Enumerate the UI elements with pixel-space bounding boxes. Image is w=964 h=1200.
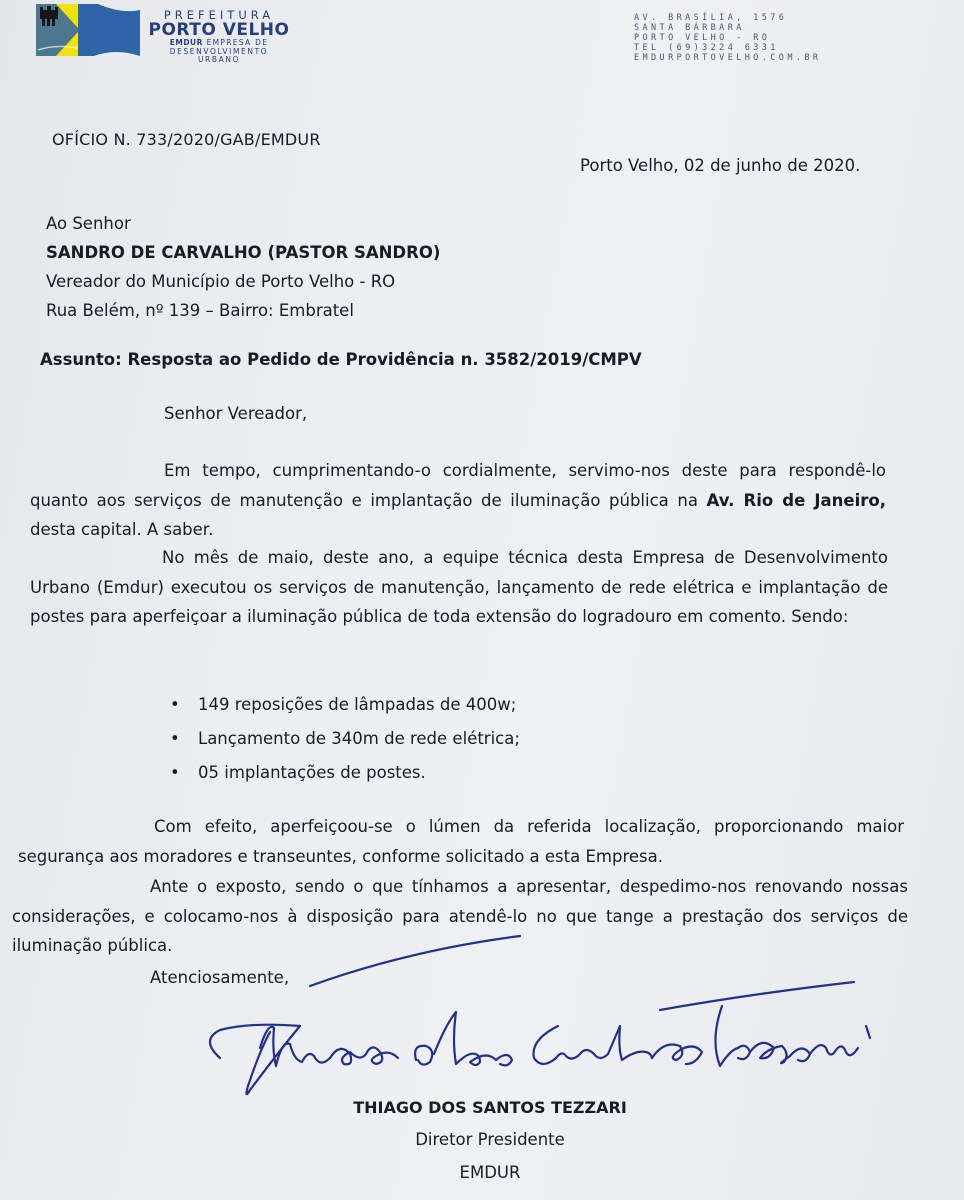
recipient-name: SANDRO DE CARVALHO (PASTOR SANDRO): [46, 243, 441, 262]
porto-velho-flag-logo: [36, 4, 140, 56]
signer-organization: EMDUR: [459, 1163, 521, 1182]
agency-line-1: EMDUR EMPRESA DE: [169, 38, 269, 47]
recipient-address: Rua Belém, nº 139 – Bairro: Embratel: [46, 301, 354, 320]
agency-short: EMDUR: [169, 38, 203, 47]
letterhead-address: [634, 13, 894, 63]
agency-line-2: DESENVOLVIMENTO: [169, 46, 269, 56]
recipient-role: Vereador do Município de Porto Velho - RO: [46, 272, 396, 291]
letter-date: Porto Velho, 02 de junho de 2020.: [580, 156, 861, 175]
salutation: Senhor Vereador,: [164, 404, 308, 423]
address-line: SANTA BÁRBARA: [634, 23, 745, 33]
agency-line-3: URBANO: [197, 55, 241, 64]
signer-name: THIAGO DOS SANTOS TEZZARI: [353, 1098, 627, 1117]
brand-prefix: PREFEITURA: [163, 8, 275, 22]
list-item: • 149 reposições de lâmpadas de 400w;: [170, 688, 520, 722]
services-list: [170, 688, 520, 790]
recipient-greeting: Ao Senhor: [46, 214, 131, 233]
closing: Atenciosamente,: [150, 968, 290, 987]
recipient-block: [46, 209, 440, 325]
list-item: • 05 implantações de postes.: [170, 756, 520, 790]
body-paragraph-2: No mês de maio, deste ano, a equipe técnica desta Empresa de Desenvolvimento Urbano (Emdur) executou os serviços de manutenção, lançamento de rede elétrica e implantação de postes para aperfeiçoar a iluminação pública de toda extensão do logradouro em comento. Sendo:: [30, 548, 888, 626]
oficio-number: OFÍCIO N. 733/2020/GAB/EMDUR: [52, 130, 321, 149]
brand-city: PORTO VELHO: [148, 20, 290, 40]
address-line: PORTO VELHO - RO: [634, 33, 771, 43]
signer-role: Diretor Presidente: [415, 1130, 565, 1149]
letterhead-brand: [144, 9, 294, 65]
address-line: TEL (69)3224 6331: [634, 43, 779, 53]
list-item: • Lançamento de 340m de rede elétrica;: [170, 722, 520, 756]
address-line: EMDURPORTOVELHO.COM.BR: [634, 53, 822, 63]
street-name: Av. Rio de Janeiro,: [706, 490, 886, 510]
address-line: AV. BRASÍLIA, 1576: [634, 13, 788, 23]
body-paragraph-3: Com efeito, aperfeiçoou-se o lúmen da referida localização, proporcionando maior segurança aos moradores e transeuntes, conforme solicitado a esta Empresa.: [18, 817, 904, 866]
letter-subject: Assunto: Resposta ao Pedido de Providência n. 3582/2019/CMPV: [40, 350, 642, 369]
body-paragraph-1: Em tempo, cumprimentando-o cordialmente, servimo-nos deste para respondê-lo quanto aos serviços de manutenção e implantação de iluminação pública na Av. Rio de Janeiro, desta capital. A saber.: [30, 461, 886, 539]
body-paragraph-4: Ante o exposto, sendo o que tínhamos a apresentar, despedimo-nos renovando nossas considerações, e colocamo-nos à disposição para atendê-lo no que tange a prestação dos serviços de iluminação pública.: [12, 877, 908, 955]
